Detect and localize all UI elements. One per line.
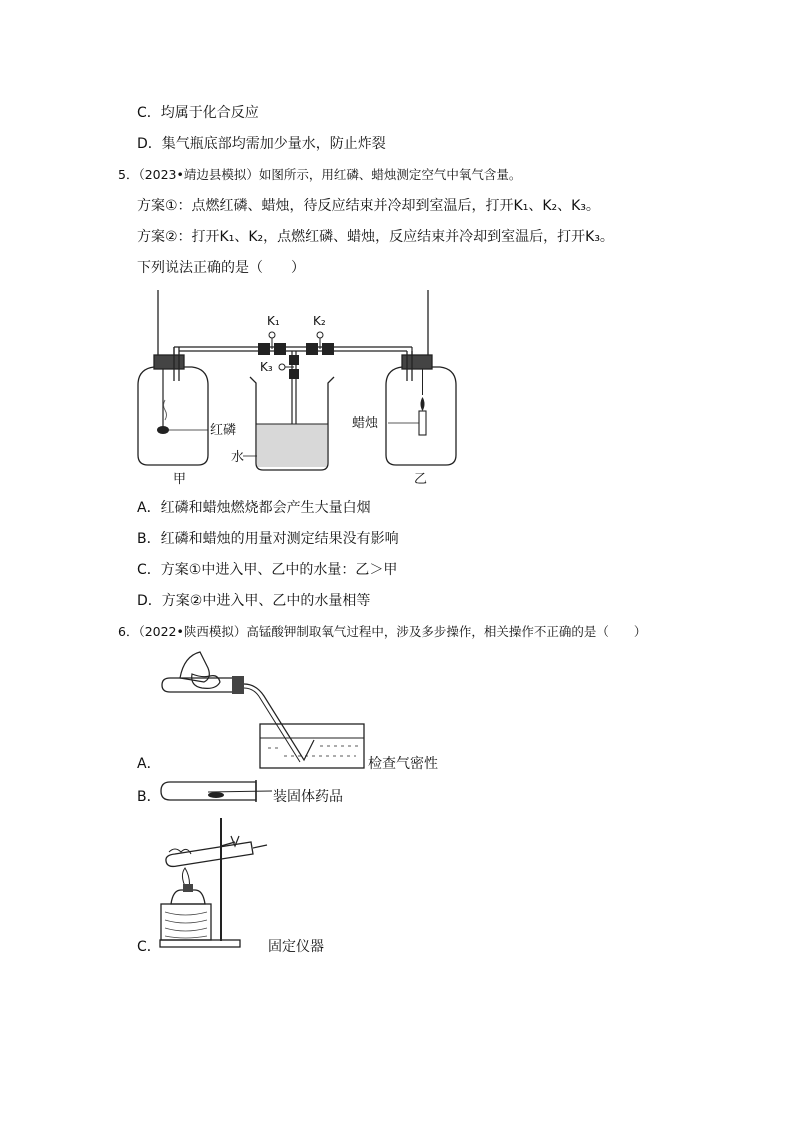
q4-option-c: C．均属于化合反应 <box>137 105 259 121</box>
bottle-yi <box>386 290 456 465</box>
q6-option-b-letter: B． <box>137 789 161 805</box>
q5-plan-2: 方案②：打开K₁、K₂，点燃红磷、蜡烛，反应结束并冷却到室温后，打开K₃。 <box>137 229 614 245</box>
label-k3: K₃ <box>260 360 273 374</box>
label-bottle-yi: 乙 <box>414 472 428 487</box>
q6-stem: 6．（2022•陕西模拟）高锰酸钾制取氧气过程中，涉及多步操作，相关操作不正确的是（ ） <box>118 624 647 639</box>
label-water: 水 <box>231 450 245 465</box>
red-phosphorus-spoon <box>157 369 208 434</box>
label-bottle-jia: 甲 <box>173 472 187 487</box>
q5-plan-1: 方案①：点燃红磷、蜡烛，待反应结束并冷却到室温后，打开K₁、K₂、K₃。 <box>137 198 600 214</box>
bottle-jia <box>138 290 208 465</box>
q6-option-a-letter: A． <box>137 756 161 772</box>
q5-stem: 5．（2023•靖边县模拟）如图所示，用红磷、蜡烛测定空气中氧气含量。 <box>118 167 522 182</box>
q5-option-b: B．红磷和蜡烛的用量对测定结果没有影响 <box>137 531 399 547</box>
q6-option-c-letter: C． <box>137 939 161 955</box>
connecting-tube <box>174 347 412 355</box>
q6-option-a-caption: 检查气密性 <box>368 756 438 772</box>
label-k1: K₁ <box>267 314 280 328</box>
q6-option-c-caption: 固定仪器 <box>268 939 324 955</box>
test-tube <box>162 678 238 692</box>
q6-option-b-caption: 装固体药品 <box>273 789 343 805</box>
q6-figure-b <box>160 778 275 808</box>
q5-option-a: A．红磷和蜡烛燃烧都会产生大量白烟 <box>137 500 371 516</box>
label-red-phosphorus: 红磷 <box>210 423 237 438</box>
label-candle: 蜡烛 <box>352 416 379 431</box>
q4-option-d: D．集气瓶底部均需加少量水，防止炸裂 <box>137 136 386 152</box>
q5-prompt: 下列说法正确的是（ ） <box>137 260 305 276</box>
q6-figure-a <box>160 648 390 768</box>
q5-option-d: D．方案②中进入甲、乙中的水量相等 <box>137 593 371 609</box>
q6-figure-c <box>155 816 270 951</box>
q5-apparatus-figure <box>130 285 460 485</box>
q5-option-c: C．方案①中进入甲、乙中的水量：乙＞甲 <box>137 562 398 578</box>
label-k2: K₂ <box>313 314 326 328</box>
